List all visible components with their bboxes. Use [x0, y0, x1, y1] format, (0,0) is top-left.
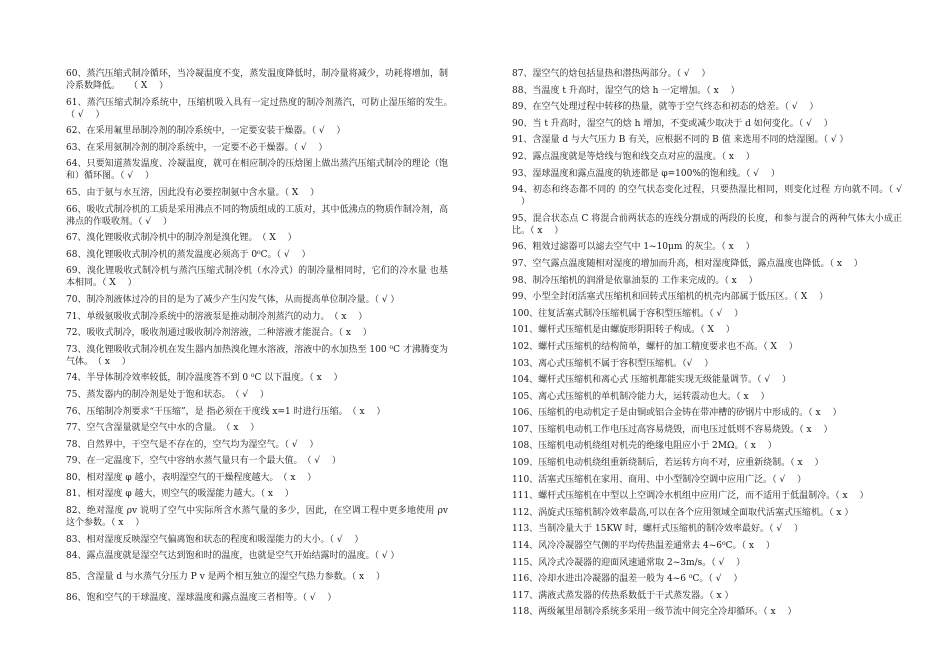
question-item: 73、溴化锂吸收式制冷机在发生器内加热溴化锂水溶液，溶液中的水加热至 100 ⁰C 才沸腾变为 气体。 （ x ）: [66, 344, 448, 367]
question-item: 74、半导体制冷效率较低，制冷温度答不到 0 ⁰C 以下温度。（ x ）: [66, 373, 343, 384]
question-item: 88、当温度 t 升高时，湿空气的焓 h 一定增加。（ x ）: [512, 85, 740, 96]
question-item: 101、螺杆式压缩机是由螺旋形阴阳转子构成。（ X ）: [512, 325, 735, 336]
question-item: 66、吸收式制冷机的工质是采用沸点不同的物质组成的工质对，其中低沸点的物质作制冷剂，高沸点的作吸收剂。（ √ ）: [66, 204, 448, 227]
question-item: 82、绝对湿度 ρv 说明了空气中实际所含水蒸气量的多少，因此，在空调工程中更多地使用 ρv 这个参数。（ x ）: [66, 506, 448, 529]
question-item: 105、离心式压缩机的单机制冷能力大，运转震动也大。（ x ）: [512, 391, 770, 402]
question-item: 79、在一定温度下，空气中容纳水蒸气量只有一个最大值。 （ √ ）: [66, 456, 341, 467]
question-item: 102、螺杆式压缩机的结构简单，螺杆的加工精度要求也不高。（ X ）: [512, 341, 798, 352]
question-item: 103、离心式压缩机不属于容积型压缩机。（√ ）: [512, 358, 714, 369]
question-item: 63、在采用氨制冷剂的制冷系统中，一定要不必干燥器。（ √ ）: [66, 142, 328, 153]
question-item: 110、活塞式压缩机在家用、商用、中小型制冷空调中应用广泛。（ √ ）: [512, 474, 807, 485]
question-item: 75、蒸发器内的制冷剂是处于饱和状态。 （ √ ）: [66, 389, 269, 400]
question-item: 97、空气露点温度随相对湿度的增加而升高，相对湿度降低，露点温度也降低。（ x ）: [512, 258, 863, 269]
question-item: 84、露点温度就是湿空气达到饱和时的温度，也就是空气开始结露时的温度。（ √ ）: [66, 551, 400, 562]
question-item: 107、压缩机电动机工作电压过高容易烧毁，而电压过低则不容易烧毁。（ x ）: [512, 424, 833, 435]
question-item: 92、露点温度就是等焓线与饱和线交点对应的温度。（ x ）: [512, 151, 755, 162]
question-item: 111、螺杆式压缩机在中型以上空调冷水机组中应用广泛，而不适用于低温制冷。（ x ）: [512, 491, 869, 502]
question-item: 71、单级氨吸收式制冷系统中的溶液泵是推动制冷剂蒸汽的动力。 （ x ）: [66, 311, 368, 322]
question-item: 109、压缩机电动机绕组重新绕制后，若运转方向不对，应重新绕制。（ x ）: [512, 458, 824, 469]
question-item: 62、在采用氟里昂制冷剂的制冷系统中，一定要安装干燥器。（ √ ）: [66, 126, 346, 137]
question-item: 118、两级氟里昂制冷系统多采用一级节流中间完全冷却循环。（ x ）: [512, 607, 797, 618]
question-item: 100、往复活塞式制冷压缩机属于容积型压缩机。（ √ ）: [512, 308, 744, 319]
question-item: 106、压缩机的电动机定子是由铜或铝合金铸在带冲槽的矽钢片中形成的。（ x ）: [512, 408, 842, 419]
question-item: 60、蒸汽压缩式制冷循环，当冷凝温度不变，蒸发温度降低时，制冷量将减少，功耗将增加，制冷系数降低。 （ X ）: [66, 69, 448, 91]
question-item: 65、由于氨与水互溶，因此没有必要控制氨中含水量。（ X ）: [66, 187, 320, 198]
question-item: 95、混合状态点 C 将混合前两状态的连线分割成的两段的长度，和参与混合的两种气体大小成正比。（ x ）: [512, 213, 902, 236]
question-item: 108、压缩机电动机绕组对机壳的绝缘电阻应小于 2MΩ。（ x ）: [512, 441, 777, 452]
question-item: 69、溴化锂吸收式制冷机与蒸汽压缩式制冷机（水冷式）的制冷量相同时，它们的冷水量 也基本相同。（ X ）: [66, 266, 448, 289]
left-column: [66, 68, 458, 609]
question-item: 70、制冷剂液体过冷的目的是为了减少产生闪发气体，从而提高单位制冷量。（ √ ）: [66, 294, 400, 305]
question-item: 67、溴化锂吸收式制冷机中的制冷剂是溴化锂。 （ X ）: [66, 233, 297, 244]
question-item: 98、制冷压缩机的润滑是依靠油泵的 工作来完成的。（ x ）: [512, 275, 758, 286]
question-item: 113、当制冷量大于 15KW 时，螺杆式压缩机的制冷效率最好。（ √ ）: [512, 524, 803, 535]
question-item: 99、小型全封闭活塞式压缩机和回转式压缩机的机壳内部属于低压区。（ X ）: [512, 292, 829, 303]
question-item: 94、初态和终态都不同的 的空气状态变化过程，只要热湿比相同，则变化过程 方向就不同。（ √ ）: [512, 185, 902, 208]
question-item: 61、蒸汽压缩式制冷系统中，压缩机吸入具有一定过热度的制冷剂蒸汽，可防止湿压缩的发生。 （ √ ）: [66, 97, 458, 120]
question-item: 68、溴化锂吸收式制冷机的蒸发温度必须高于 0⁰C。（ √ ）: [66, 249, 311, 260]
question-item: 78、自然界中，干空气是不存在的，空气均为湿空气。（ √ ）: [66, 439, 319, 450]
question-item: 115、风冷式冷凝器的迎面风速通常取 2~3m/s。（ √ ）: [512, 557, 746, 568]
question-item: 86、饱和空气的干球温度、湿球温度和露点温度三者相等。（ √ ）: [66, 593, 337, 604]
question-item: 112、涡旋式压缩机制冷效率最高,可以在各个应用领域全面取代活塞式压缩机。（ x ）: [512, 507, 854, 518]
right-column: [512, 68, 902, 623]
question-item: 117、满液式蒸发器的传热系数低于干式蒸发器。（ x ）: [512, 590, 734, 601]
question-item: 85、含湿量 d 与水蒸气分压力 P v 是两个相互独立的湿空气热力参数。（ x ）: [66, 572, 385, 583]
question-item: 64、只要知道蒸发温度、冷凝温度，就可在相应制冷的压焓图上做出蒸汽压缩式制冷的理论（饱和）循环图。（ √ ）: [66, 159, 448, 182]
question-item: 72、吸收式制冷，吸收剂通过吸收制冷剂溶液，二种溶液才能混合。（ x ）: [66, 328, 372, 339]
question-item: 93、湿球温度和露点温度的轨迹都是 φ=100%的饱和线。（ √ ）: [512, 168, 780, 179]
question-item: 114、风冷冷凝器空气侧的平均传热温差通常去 4~6⁰C。（ x ）: [512, 541, 775, 552]
question-item: 83、相对湿度反映湿空气偏离饱和状态的程度和吸湿能力的大小。（ √ ）: [66, 534, 364, 545]
question-item: 89、在空气处理过程中转移的热量，就等于空气终态和初态的焓差。（ √ ）: [512, 102, 819, 113]
question-item: 116、冷却水进出冷凝器的温差一般为 4~6 ⁰C。（ √ ）: [512, 574, 743, 585]
question-item: 96、粗效过滤器可以滤去空气中 1~10μm 的灰尘。（ x ）: [512, 242, 755, 253]
question-item: 76、压缩制冷剂要求“干压缩”，是 指必须在干度线 x=1 时进行压缩。 （ x ）: [66, 406, 386, 417]
question-item: 91、含湿量 d 与大气压力 B 有关，应根据不同的 B 值 来选用不同的焓湿图。（ √ ）: [512, 135, 849, 146]
question-item: 104、螺杆式压缩机和离心式 压缩机都能实现无级能量调节。（ √ ）: [512, 375, 791, 386]
question-item: 87、湿空气的焓包括显热和潜热两部分。（ √ ）: [512, 69, 711, 79]
question-item: 77、空气含湿量就是空气中水的含量。 （ x ）: [66, 423, 260, 434]
question-item: 80、相对湿度 φ 越小，表明湿空气的干燥程度越大。 （ x ）: [66, 472, 317, 483]
question-item: 90、当 t 升高时，湿空气的焓 h 增加，不变或减少取决于 d 如何变化。（ √ ）: [512, 118, 833, 129]
question-item: 81、相对湿度 φ 越大，则空气的吸湿能力越大。（ x ）: [66, 489, 294, 500]
